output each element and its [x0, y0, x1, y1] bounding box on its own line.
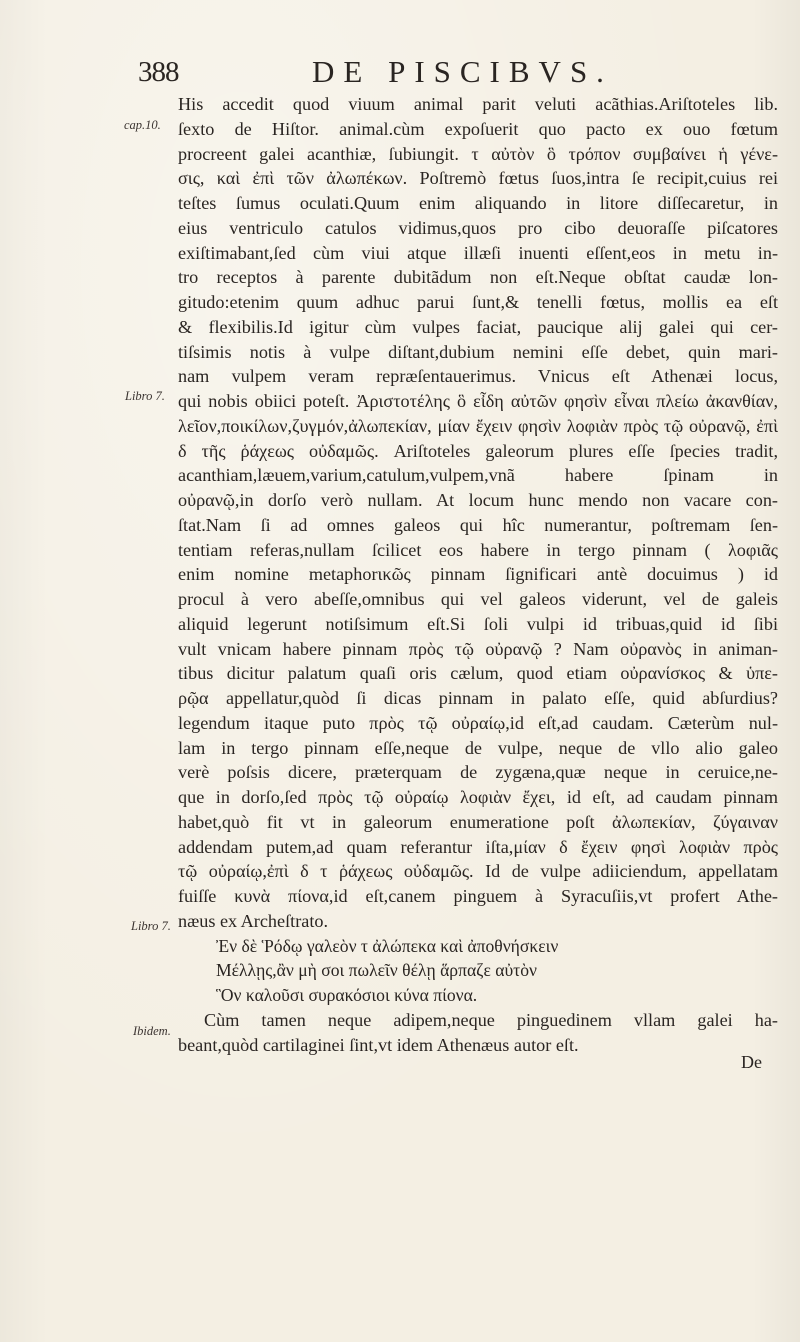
text-line: & flexibilis.Id igitur cùm vulpes faciat, paucique alij galei qui cer-	[178, 316, 778, 337]
text-line: tentiam referas,nullam ſcilicet eos habere in tergo pinnam ( λοφιᾶς	[178, 539, 778, 560]
text-line: que in dorſo,ſed πρὸς τῷ οὐραίῳ λοφιὰν ἔχει, id eſt, ad caudam pinnam	[178, 787, 778, 807]
verse-line: Ἐν δὲ Ῥόδῳ γαλεὸν τ ἀλώπεκα καὶ ἀποθνήσκειν	[216, 935, 559, 956]
text-line: næus ex Archeſtrato.	[178, 910, 329, 931]
text-line: ſtat.Nam ſi ad omnes galeos qui hîc numerantur, poſtremam ſen-	[178, 514, 778, 535]
catchword: De	[741, 1052, 762, 1072]
text-line: σις, καὶ ἐπὶ τῶν ἀλωπέκων. Poſtremò fœtus ſuos,intra ſe recipit,cuius rei	[178, 168, 778, 189]
text-line: beant,quòd cartilaginei ſint,vt idem Athenæus autor eſt.	[178, 1034, 579, 1055]
text-line: tiſsimis notis à vulpe diſtant,dubium nemini eſſe debet, quin mari-	[178, 341, 778, 362]
body-text	[178, 92, 778, 1057]
margin-note-book: Libro 7.	[125, 389, 165, 403]
text-line: qui nobis obiici poteſt. Ἀριστοτέλης ὃ εἶδη αὐτῶν φησὶν εἶναι πλείω ἀκανθίαν,	[178, 391, 778, 411]
margin-note-chapter: cap.10.	[124, 118, 161, 132]
text-line: procreent galei acanthiæ, ſubiungit. τ αὐτὸν ὃ τρόπον συμβαίνει ἡ γένε-	[178, 143, 778, 164]
verse-line: Ὃν καλοῦσι συρακόσιοι κύνα πίονα.	[216, 985, 478, 1005]
text-line: fuiſſe κυνὰ πίονα,id eſt,canem pinguem à Syracuſiis,vt profert Athe-	[178, 886, 778, 906]
text-line: ſexto de Hiſtor. animal.cùm expoſuerit quo pacto ex ouo fœtum	[178, 118, 778, 139]
text-line: tibus dicitur palatum quaſi oris cælum, quod etiam οὐρανίσκος & ὑπε-	[178, 663, 778, 684]
text-line: τῷ οὐραίῳ,ἐπὶ δ τ ῥάχεως οὐδαμῶς. Id de vulpe adiiciendum, appellatam	[178, 861, 778, 882]
text-line: lam in tergo pinnam eſſe,neque de vulpe, neque de vllo alio galeo	[178, 737, 778, 758]
text-line: acanthiam,læuem,varium,catulum,vulpem,vnã habere ſpinam in	[178, 465, 778, 486]
verse-line: Μέλλῃς,ἂν μὴ σοι πωλεῖν θέλῃ ἅρπαζε αὐτὸν	[216, 960, 538, 981]
text-line: tro receptos à parente dubitãdum non eſt.Neque obſtat caudæ lon-	[178, 267, 778, 288]
text-line: aliquid legerunt notiſsimum eſt.Si ſoli vulpi id tribuas,quid id ſibi	[178, 613, 778, 634]
text-line: nam vulpem veram repræſentauerimus. Vnicus eſt Athenæi locus,	[178, 366, 778, 387]
text-line: Cùm tamen neque adipem,neque pinguedinem vllam galei ha-	[204, 1009, 778, 1030]
running-head: DE PISCIBVS.	[312, 54, 613, 89]
page-number: 388	[138, 56, 179, 88]
text-line: habet,quò fit vt in galeorum enumeratione poſt ἀλωπεκίαν, ζύγαιναν	[178, 811, 778, 832]
text-line: teſtes ſumus oculati.Quum enim aliquando in litore diſſecaretur, in	[178, 193, 778, 213]
text-line: verè poſsis dicere, præterquam de zygæna,quæ neque in ceruice,ne-	[178, 762, 778, 783]
text-line: οὐρανῷ,in dorſo verò nullam. At locum hunc mendo non vacare con-	[178, 490, 778, 510]
margin-note-book: Libro 7.	[131, 919, 171, 933]
text-line: legendum itaque puto πρὸς τῷ οὐραίῳ,id eſt,ad caudam. Cæterùm nul-	[178, 712, 778, 733]
text-line: ρῷα appellatur,quòd ſi dicas pinnam in palato eſſe, quid abſurdius?	[178, 688, 778, 708]
text-line: addendam putem,ad quam referantur iſta,μίαν δ ἔχειν φησὶ λοφιὰν πρὸς	[178, 836, 778, 857]
text-line: enim nomine metaphorικῶς pinnam ſignificari antè docuimus ) id	[178, 564, 778, 585]
text-line: His accedit quod viuum animal parit veluti acãthias.Ariſtoteles lib.	[178, 94, 778, 114]
text-line: eius ventriculo catulos vidimus,quos pro cibo deuoraſſe piſcatores	[178, 217, 778, 238]
text-line: gitudo:etenim quum adhuc parui ſunt,& tenelli fœtus, mollis ea eſt	[178, 292, 778, 312]
text-line: δ τῆς ῥάχεως οὐδαμῶς. Ariſtoteles galeorum plures eſſe ſpecies tradit,	[178, 440, 778, 461]
text-line: exiſtimabant,ſed cùm viui atque illæſi inuenti eſſent,eos in metu in-	[178, 242, 778, 263]
page-header	[0, 46, 800, 96]
margin-note-ibidem: Ibidem.	[133, 1024, 171, 1038]
text-line: vult vnicam habere pinnam πρὸς τῷ οὐρανῷ ? Nam οὐρανὸς in animan-	[178, 638, 778, 659]
text-line: procul à vero abeſſe,omnibus qui vel galeos viderunt, vel de galeis	[178, 589, 778, 609]
text-line: λεῖον,ποικίλων,ζυγμόν,ἀλωπεκίαν, μίαν ἔχειν φησὶν λοφιὰν πρὸς τῷ οὐρανῷ, ἐπὶ	[178, 415, 778, 436]
